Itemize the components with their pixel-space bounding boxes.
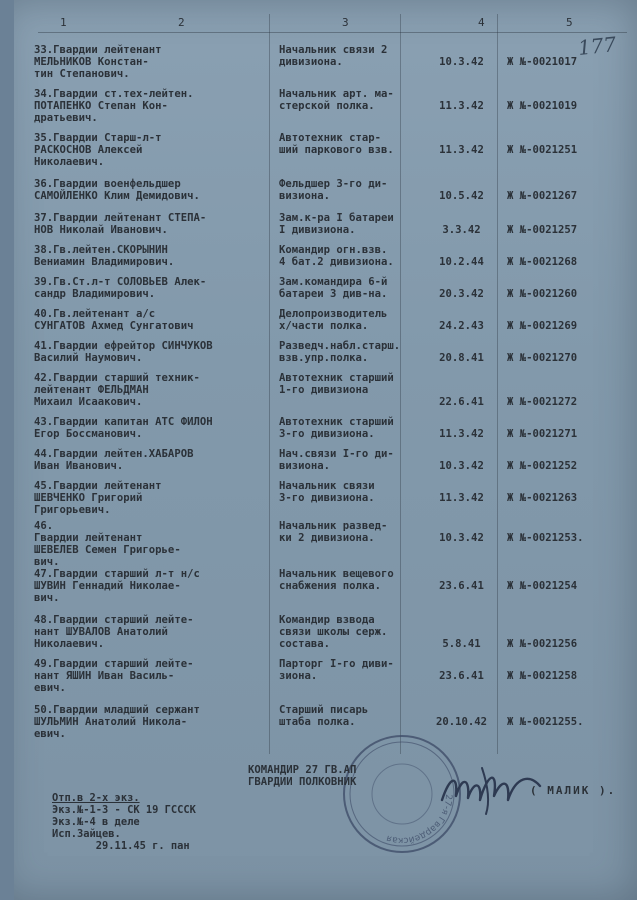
position-title: Фельдшер 3-го ди- визиона. — [279, 178, 388, 202]
stamp-text: 27-я Гвардейская — [385, 793, 454, 846]
person-name: 42.Гвардии старший техник- лейтенант ФЕЛЬДМАН Михаил Исаакович. — [34, 372, 200, 408]
award-number: Ж №-0021254 — [507, 580, 578, 592]
person-name: 50.Гвардии младший сержант ШУЛЬМИН Анатолий Никола- евич. — [34, 704, 200, 740]
column-header-5: 5 — [566, 16, 574, 29]
person-name: 46. Гвардии лейтенант ШЕВЕЛЕВ Семен Григорье- вич. — [34, 520, 181, 568]
person-name: 44.Гвардии лейтен.ХАБАРОВ Иван Иванович. — [34, 448, 194, 472]
person-name: 37.Гвардии лейтенант СТЕПА- НОВ Николай Иванович. — [34, 212, 207, 236]
person-name: 45.Гвардии лейтенант ШЕВЧЕНКО Григорий Григорьевич. — [34, 480, 162, 516]
service-date: 10.5.42 — [439, 190, 484, 202]
service-date: 23.6.41 — [439, 580, 484, 592]
position-title: Начальник арт. ма- стерской полка. — [279, 88, 394, 112]
position-title: Нач.связи I-го ди- визиона. — [279, 448, 394, 472]
award-number: Ж №-0021253. — [507, 532, 584, 544]
award-number: Ж №-0021255. — [507, 716, 584, 728]
position-title: Автотехник старший 3-го дивизиона. — [279, 416, 394, 440]
award-number: Ж №-0021268 — [507, 256, 578, 268]
column-header-2: 2 — [178, 16, 186, 29]
copies-note: Отп.в 2-х экз. — [52, 792, 140, 804]
award-number: Ж №-0021271 — [507, 428, 578, 440]
award-number: Ж №-0021260 — [507, 288, 578, 300]
column-header-4: 4 — [478, 16, 486, 29]
position-title: Автотехник старший 1-го дивизиона — [279, 372, 394, 396]
header-rule — [38, 32, 627, 33]
service-date: 23.6.41 — [439, 670, 484, 682]
service-date: 11.3.42 — [439, 100, 484, 112]
service-date: 5.8.41 — [442, 638, 481, 650]
page-binding-edge — [0, 0, 14, 900]
position-title: Начальник связи 3-го дивизиона. — [279, 480, 375, 504]
person-name: 38.Гв.лейтен.СКОРЫНИН Вениамин Владимирович. — [34, 244, 175, 268]
service-date: 10.3.42 — [439, 56, 484, 68]
award-number: Ж №-0021256 — [507, 638, 578, 650]
person-name: 34.Гвардии ст.тех-лейтен. ПОТАПЕНКО Степан Кон- дратьевич. — [34, 88, 194, 124]
service-date: 10.3.42 — [439, 460, 484, 472]
award-number: Ж №-0021269 — [507, 320, 578, 332]
person-name: 36.Гвардии военфельдшер САМОЙЛЕНКО Клим Демидович. — [34, 178, 200, 202]
position-title: Парторг I-го диви- зиона. — [279, 658, 394, 682]
person-name: 47.Гвардии старший л-т н/с ШУВИН Геннадий Николае- вич. — [34, 568, 200, 604]
position-title: Начальник вещевого снабжения полка. — [279, 568, 394, 592]
award-number: Ж №-0021017 — [507, 56, 578, 68]
award-number: Ж №-0021263 — [507, 492, 578, 504]
service-date: 10.2.44 — [439, 256, 484, 268]
distribution-notes — [52, 792, 196, 852]
award-number: Ж №-0021267 — [507, 190, 578, 202]
person-name: 33.Гвардии лейтенант МЕЛЬНИКОВ Констан- тин Степанович. — [34, 44, 162, 80]
award-number: Ж №-0021270 — [507, 352, 578, 364]
service-date: 11.3.42 — [439, 428, 484, 440]
distribution-details: Экз.№-1-3 - СК 19 ГСССК Экз.№-4 в деле Исп.Зайцев. 29.11.45 г. пан — [52, 804, 196, 852]
person-name: 41.Гвардии ефрейтор СИНЧУКОВ Василий Наумович. — [34, 340, 213, 364]
service-date: 20.10.42 — [435, 716, 488, 728]
service-date: 20.8.41 — [439, 352, 484, 364]
person-name: 49.Гвардии старший лейте- нант ЯШИН Иван Василь- евич. — [34, 658, 194, 694]
position-title: Зам.к-ра I батареи I дивизиона. — [279, 212, 394, 236]
position-title: Делопроизводитель х/части полка. — [279, 308, 388, 332]
position-title: Старший писарь штаба полка. — [279, 704, 369, 728]
handwritten-page-number: 177 — [576, 32, 618, 60]
service-date: 3.3.42 — [442, 224, 481, 236]
service-date: 11.3.42 — [439, 492, 484, 504]
award-number: Ж №-0021252 — [507, 460, 578, 472]
award-number: Ж №-0021257 — [507, 224, 578, 236]
position-title: Командир взвода связи школы серж. состава. — [279, 614, 388, 650]
award-number: Ж №-0021272 — [507, 396, 578, 408]
person-name: 43.Гвардии капитан АТС ФИЛОН Егор Боссманович. — [34, 416, 213, 440]
person-name: 39.Гв.Ст.л-т СОЛОВЬЕВ Алек- сандр Владимирович. — [34, 276, 207, 300]
award-number: Ж №-0021019 — [507, 100, 578, 112]
person-name: 40.Гв.лейтенант а/с СУНГАТОВ Ахмед Сунгатович — [34, 308, 194, 332]
position-title: Разведч.набл.старш. взв.упр.полка. — [279, 340, 401, 364]
service-date: 20.3.42 — [439, 288, 484, 300]
service-date: 22.6.41 — [439, 396, 484, 408]
award-number: Ж №-0021258 — [507, 670, 578, 682]
commander-name: ( МАЛИК ). — [530, 784, 617, 797]
position-title: Зам.командира 6-й батареи 3 див-на. — [279, 276, 388, 300]
position-title: Командир огн.взв. 4 бат.2 дивизиона. — [279, 244, 394, 268]
column-header-1: 1 — [60, 16, 68, 29]
position-title: Начальник связи 2 дивизиона. — [279, 44, 388, 68]
column-header-3: 3 — [342, 16, 350, 29]
position-title: Начальник развед- ки 2 дивизиона. — [279, 520, 388, 544]
service-date: 10.3.42 — [439, 532, 484, 544]
commander-signature-block: КОМАНДИР 27 ГВ.АП ГВАРДИИ ПОЛКОВНИК — [248, 764, 357, 788]
position-title: Автотехник стар- ший паркового взв. — [279, 132, 394, 156]
service-date: 24.2.43 — [439, 320, 484, 332]
service-date: 11.3.42 — [439, 144, 484, 156]
person-name: 48.Гвардии старший лейте- нант ШУВАЛОВ Анатолий Николаевич. — [34, 614, 194, 650]
award-number: Ж №-0021251 — [507, 144, 578, 156]
person-name: 35.Гвардии Старш-л-т РАСКОСНОВ Алексей Николаевич. — [34, 132, 162, 168]
